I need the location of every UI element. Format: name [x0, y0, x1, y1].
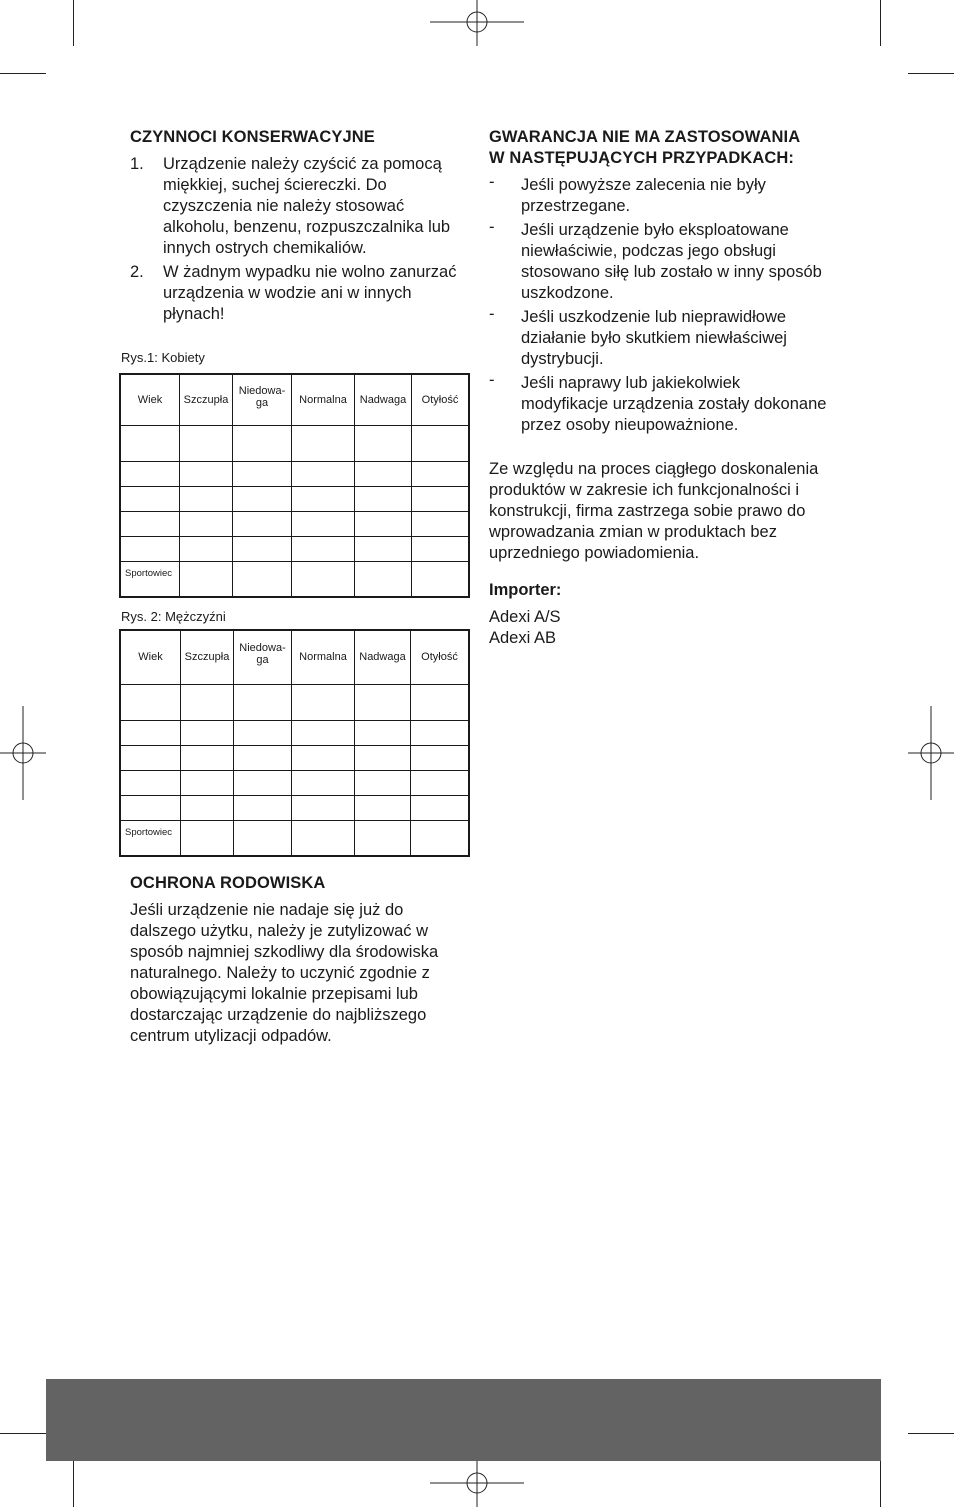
table-header: Szczupła [180, 374, 233, 425]
table-row [120, 486, 469, 511]
maintenance-steps [130, 154, 472, 325]
table-header: Otyłość [412, 374, 470, 425]
footer-bar [46, 1379, 881, 1461]
warranty-section [489, 127, 829, 649]
maintenance-heading: CZYNNOCI KONSERWACYJNE [130, 128, 375, 146]
importer-line: Adexi A/S [489, 608, 561, 626]
table-header: Normalna [292, 374, 355, 425]
table-header: Wiek [120, 630, 181, 684]
list-item: - Jeśli uszkodzenie lub nieprawidłowe działanie było skutkiem niewłaściwej dystrybucji. [489, 305, 787, 368]
table-header: Nadwaga [355, 630, 411, 684]
registration-mark-top [430, 0, 524, 46]
environment-section [130, 873, 460, 1047]
table-row [120, 425, 469, 461]
table-header: Normalna [292, 630, 355, 684]
figure1-table [119, 373, 470, 598]
row-label-athlete: Sportowiec [120, 820, 181, 856]
table-row [120, 461, 469, 486]
table-row [120, 720, 469, 745]
list-item: 1. Urządzenie należy czyścić za pomocą miękkiej, suchej ściereczki. Do czyszczenia nie należy stosować alkoholu, benzenu, rozpuszczalnika lub innych ostrych chemikaliów. [130, 155, 451, 257]
change-notice: Ze względu na proces ciągłego doskonalenia produktów w zakresie ich funkcjonalności i konstrukcji, firma zastrzega sobie prawo do wprowadzania zmian w produktach bez uprzedniego powiadomienia. [489, 460, 819, 562]
registration-mark-bottom [430, 1461, 524, 1507]
table-row [120, 536, 469, 561]
table-row [120, 511, 469, 536]
list-item: 2. W żadnym wypadku nie wolno zanurzać urządzenia w wodzie ani w innych płynach! [130, 263, 457, 323]
row-label-athlete: Sportowiec [120, 561, 180, 597]
figure2-table [119, 629, 470, 857]
environment-text: Jeśli urządzenie nie nadaje się już do dalszego użytku, należy je zutylizować w sposób najmniej szkodliwy dla środowiska naturalnego. Należy to uczynić zgodnie z obowiązującymi lokalnie przepisami lub dostarczając urządzenie do najbliższego centrum utylizacji odpadów. [130, 901, 439, 1045]
registration-mark-left [0, 706, 46, 800]
table-header: Niedowa- ga [234, 630, 292, 684]
figure1-caption: Rys.1: Kobiety [121, 350, 205, 365]
table-row [120, 561, 469, 597]
figure2-caption: Rys. 2: Mężczyźni [121, 609, 226, 624]
list-item: - Jeśli powyższe zalecenia nie były przestrzegane. [489, 173, 766, 215]
table-row [120, 770, 469, 795]
table-header: Niedowa- ga [233, 374, 292, 425]
table-row [120, 745, 469, 770]
warranty-heading: GWARANCJA NIE MA ZASTOSOWANIA W NASTĘPUJĄCYCH PRZYPADKACH: [489, 128, 801, 167]
table-header: Wiek [120, 374, 180, 425]
maintenance-section [130, 127, 472, 328]
registration-mark-right [908, 706, 954, 800]
table-header: Otyłość [411, 630, 470, 684]
table-row [120, 684, 469, 720]
warranty-exclusions [489, 175, 829, 436]
table-row [120, 795, 469, 820]
table-header: Szczupła [181, 630, 234, 684]
table-row [120, 820, 469, 856]
importer-label: Importer: [489, 581, 562, 599]
environment-heading: OCHRONA RODOWISKA [130, 874, 326, 892]
list-item: - Jeśli naprawy lub jakiekolwiek modyfikacje urządzenia zostały dokonane przez osoby nieupoważnione. [489, 371, 827, 434]
list-item: - Jeśli urządzenie było eksploatowane niewłaściwie, podczas jego obsługi stosowano siłę lub zostało w inny sposób uszkodzone. [489, 218, 822, 302]
importer-line: Adexi AB [489, 629, 556, 647]
table-header: Nadwaga [355, 374, 412, 425]
